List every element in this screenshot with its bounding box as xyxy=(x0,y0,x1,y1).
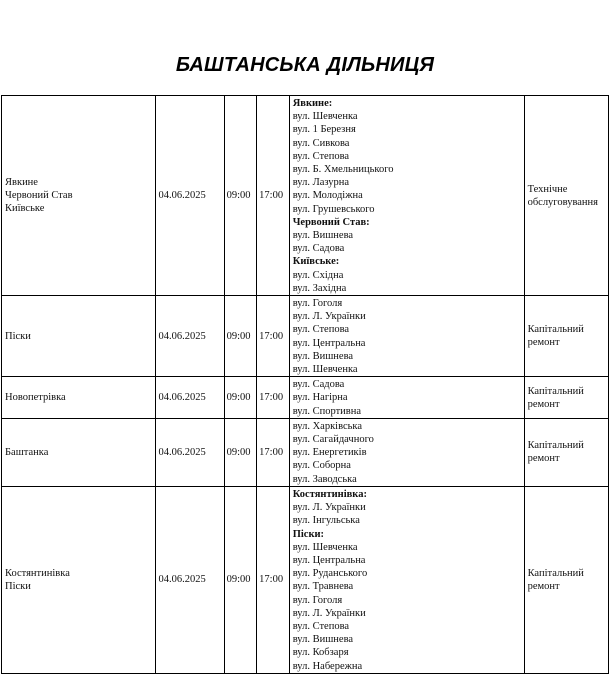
time-to-cell: 17:00 xyxy=(257,96,290,296)
street-item: вул. Шевченка xyxy=(292,364,358,376)
date-cell: 04.06.2025 xyxy=(155,486,224,673)
date-cell: 04.06.2025 xyxy=(155,377,224,419)
streets-cell xyxy=(289,377,524,419)
street-item: вул. Західна xyxy=(292,282,347,294)
street-item: вул. Л. Українки xyxy=(292,607,366,619)
street-item: вул. Степова xyxy=(292,620,350,632)
table-body xyxy=(2,96,609,674)
street-item: вул. Центральна xyxy=(292,337,366,349)
date-cell: 04.06.2025 xyxy=(155,418,224,486)
street-item: вул. Л. Українки xyxy=(292,311,366,323)
location-name: Новопетрівка xyxy=(5,392,66,404)
time-to-cell: 17:00 xyxy=(257,296,290,377)
table-row xyxy=(2,418,609,486)
street-item: вул. Шевченка xyxy=(292,541,358,553)
streets-cell xyxy=(289,296,524,377)
street-item: вул. Гоголя xyxy=(292,298,343,310)
settlement-group-heading: Костянтинівка: xyxy=(292,488,367,500)
work-type-text: ремонт xyxy=(527,398,560,410)
location-name: Баштанка xyxy=(5,446,49,458)
work-type-cell xyxy=(524,377,608,419)
settlement-group-heading: Червоний Став: xyxy=(292,216,370,228)
street-item: вул. Садова xyxy=(292,379,345,391)
street-item: вул. Харківська xyxy=(292,420,363,432)
street-item: вул. Грушевського xyxy=(292,203,375,215)
work-type-text: Капітальний xyxy=(527,567,584,579)
table-row xyxy=(2,377,609,419)
street-item: вул. Вишнева xyxy=(292,634,354,646)
location-cell xyxy=(2,296,156,377)
location-cell xyxy=(2,96,156,296)
street-item: вул. Заводська xyxy=(292,473,357,485)
street-item: вул. Травнева xyxy=(292,581,354,593)
work-type-text: ремонт xyxy=(527,580,560,592)
street-item: вул. Вишнева xyxy=(292,350,354,362)
work-type-cell xyxy=(524,96,608,296)
location-name: Костянтинівка xyxy=(5,567,70,579)
street-item: вул. Енергетиків xyxy=(292,447,367,459)
table-row xyxy=(2,296,609,377)
work-type-text: обслуговування xyxy=(527,196,598,208)
time-to-cell: 17:00 xyxy=(257,418,290,486)
work-type-text: Технічне xyxy=(527,183,568,195)
settlement-group-heading: Піски: xyxy=(292,528,325,540)
street-item: вул. Соборна xyxy=(292,460,351,472)
location-cell xyxy=(2,377,156,419)
street-item: вул. Кобзаря xyxy=(292,647,349,659)
time-from-cell: 09:00 xyxy=(224,377,257,419)
work-type-text: ремонт xyxy=(527,453,560,465)
time-to-cell: 17:00 xyxy=(257,377,290,419)
street-item: вул. Сивкова xyxy=(292,137,350,149)
date-cell: 04.06.2025 xyxy=(155,296,224,377)
time-to-cell: 17:00 xyxy=(257,486,290,673)
street-item: вул. Молодіжна xyxy=(292,190,363,202)
date-cell: 04.06.2025 xyxy=(155,96,224,296)
street-item: вул. Вишнева xyxy=(292,230,354,242)
streets-cell xyxy=(289,486,524,673)
street-item: вул. Нагірна xyxy=(292,392,348,404)
work-type-cell xyxy=(524,418,608,486)
street-item: вул. Б. Хмельницького xyxy=(292,164,394,176)
street-item: вул. Інгульська xyxy=(292,515,360,527)
work-type-cell xyxy=(524,486,608,673)
location-name: Червоний Став xyxy=(5,190,73,202)
street-item: вул. Степова xyxy=(292,150,350,162)
settlement-group-heading: Київське: xyxy=(292,256,340,268)
time-from-cell: 09:00 xyxy=(224,296,257,377)
street-item: вул. Набережна xyxy=(292,660,363,672)
time-from-cell: 09:00 xyxy=(224,96,257,296)
settlement-group-heading: Явкине: xyxy=(292,98,333,109)
streets-cell xyxy=(289,418,524,486)
location-name: Київське xyxy=(5,203,45,215)
street-item: вул. Степова xyxy=(292,324,350,336)
time-from-cell: 09:00 xyxy=(224,486,257,673)
streets-cell xyxy=(289,96,524,296)
outage-schedule-table xyxy=(1,95,609,674)
work-type-cell xyxy=(524,296,608,377)
time-from-cell: 09:00 xyxy=(224,418,257,486)
street-item: вул. 1 Березня xyxy=(292,124,356,136)
street-item: вул. Східна xyxy=(292,269,344,281)
table-row xyxy=(2,96,609,296)
work-type-text: Капітальний xyxy=(527,440,584,452)
location-name: Піски xyxy=(5,330,31,342)
street-item: вул. Садова xyxy=(292,243,345,255)
street-item: вул. Лазурна xyxy=(292,177,350,189)
street-item: вул. Сагайдачного xyxy=(292,434,374,446)
location-cell xyxy=(2,486,156,673)
table-row xyxy=(2,486,609,673)
work-type-text: Капітальний xyxy=(527,385,584,397)
street-item: вул. Гоголя xyxy=(292,594,343,606)
street-item: вул. Л. Українки xyxy=(292,502,366,514)
street-item: вул. Руданського xyxy=(292,568,368,580)
work-type-text: ремонт xyxy=(527,337,560,349)
location-name: Піски xyxy=(5,580,31,592)
location-cell xyxy=(2,418,156,486)
page-title: БАШТАНСЬКА ДІЛЬНИЦЯ xyxy=(175,54,435,76)
street-item: вул. Спортивна xyxy=(292,405,362,417)
street-item: вул. Шевченка xyxy=(292,111,358,123)
work-type-text: Капітальний xyxy=(527,324,584,336)
street-item: вул. Центральна xyxy=(292,554,366,566)
location-name: Явкине xyxy=(5,177,38,189)
